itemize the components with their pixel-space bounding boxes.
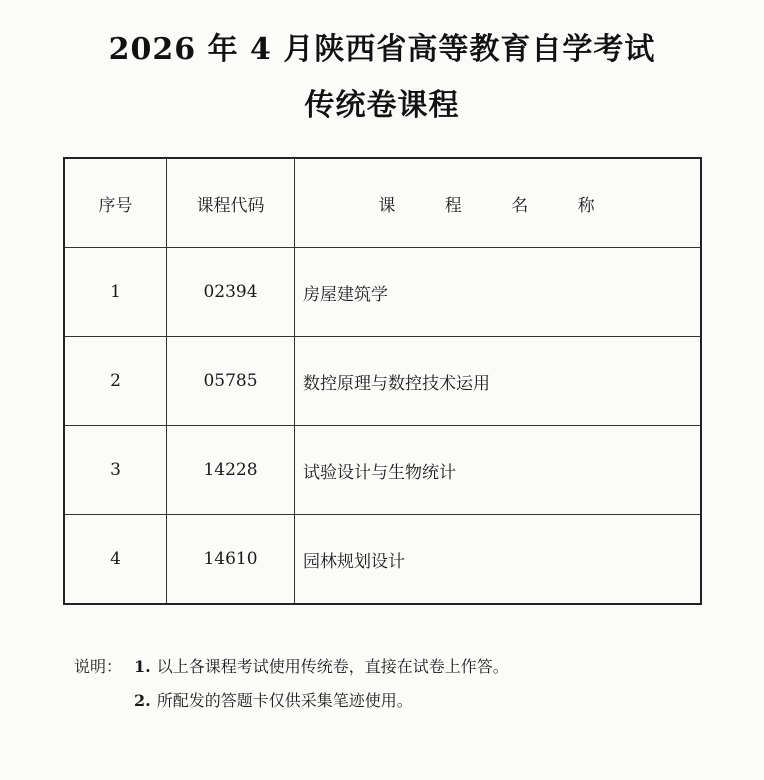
notes-section [74, 650, 509, 718]
note-text: 以上各课程考试使用传统卷，直接在试卷上作答。 [156, 657, 509, 676]
table-row [64, 337, 701, 426]
notes-label: 说明： [74, 657, 123, 676]
note-number: 1. [134, 657, 151, 676]
page-title-line2: 传统卷课程 [304, 88, 460, 123]
page-title-line1: 2026 年 4 月陕西省高等教育自学考试 [108, 32, 656, 67]
cell-code: 02394 [167, 248, 295, 337]
table-header-row [64, 158, 701, 248]
cell-seq: 2 [64, 337, 167, 426]
note-item-2 [74, 684, 509, 718]
course-table [63, 157, 702, 605]
header-code: 课程代码 [167, 158, 295, 248]
table-row [64, 426, 701, 515]
cell-code: 05785 [167, 337, 295, 426]
cell-seq: 3 [64, 426, 167, 515]
note-number: 2. [134, 691, 151, 710]
table-row [64, 515, 701, 605]
header-seq: 序号 [64, 158, 167, 248]
cell-code: 14228 [167, 426, 295, 515]
cell-name: 房屋建筑学 [295, 248, 702, 337]
note-text: 所配发的答题卡仅供采集笔迹使用。 [156, 691, 413, 710]
note-item-1 [74, 650, 509, 684]
header-name: 课 程 名 称 [295, 158, 702, 248]
cell-name: 园林规划设计 [295, 515, 702, 605]
cell-name: 数控原理与数控技术运用 [295, 337, 702, 426]
cell-name: 试验设计与生物统计 [295, 426, 702, 515]
table-row [64, 248, 701, 337]
cell-seq: 4 [64, 515, 167, 605]
cell-seq: 1 [64, 248, 167, 337]
cell-code: 14610 [167, 515, 295, 605]
